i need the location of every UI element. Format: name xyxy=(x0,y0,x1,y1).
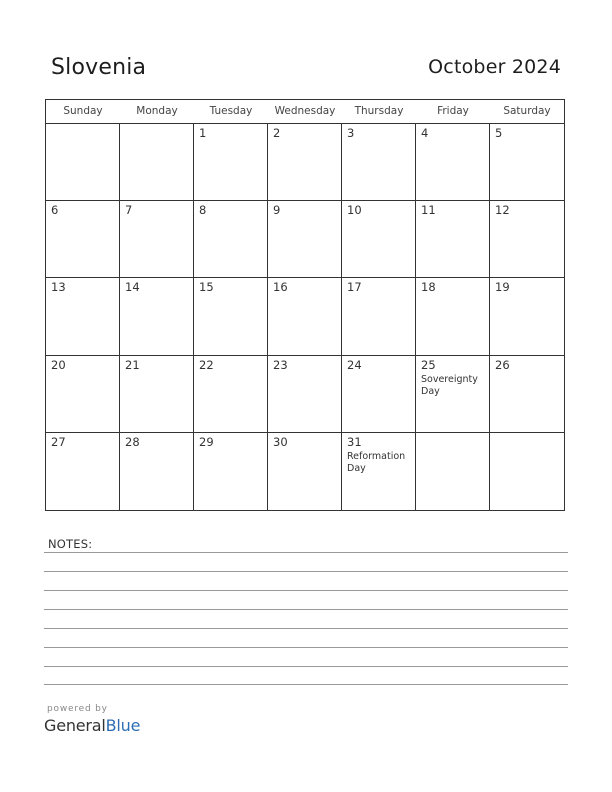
day-number: 3 xyxy=(347,126,355,140)
note-line xyxy=(44,666,568,667)
day-number: 30 xyxy=(273,434,288,449)
day-number: 21 xyxy=(125,357,140,372)
day-cell xyxy=(46,201,120,278)
day-cell xyxy=(490,278,564,355)
calendar-weeks xyxy=(46,124,564,510)
day-number: 25 xyxy=(421,357,436,372)
day-number: 1 xyxy=(199,126,207,140)
weekday-header-wednesday: Wednesday xyxy=(274,105,336,117)
day-cell xyxy=(120,433,194,510)
day-number: 22 xyxy=(199,357,214,372)
day-number: 12 xyxy=(495,203,510,218)
notes-label: NOTES: xyxy=(48,537,93,551)
day-cell xyxy=(416,433,490,510)
day-cell xyxy=(120,124,194,201)
weekday-header-friday: Friday xyxy=(437,105,469,117)
day-cell xyxy=(342,356,416,433)
note-line xyxy=(44,647,568,648)
day-cell xyxy=(46,356,120,433)
day-cell xyxy=(46,124,120,201)
day-cell xyxy=(46,278,120,355)
day-cell xyxy=(342,433,416,510)
day-cell xyxy=(342,278,416,355)
day-number: 14 xyxy=(125,280,140,295)
day-number: 17 xyxy=(347,280,362,295)
day-cell xyxy=(268,124,342,201)
day-cell xyxy=(120,356,194,433)
day-cell xyxy=(416,356,490,433)
brand-general-text: General xyxy=(44,716,106,735)
day-number: 13 xyxy=(51,280,66,295)
day-number: 11 xyxy=(421,203,436,218)
day-number: 9 xyxy=(273,203,281,218)
day-number: 27 xyxy=(51,434,66,449)
note-line xyxy=(44,684,568,685)
calendar-grid xyxy=(45,99,565,511)
day-number: 6 xyxy=(51,203,59,218)
day-cell xyxy=(194,433,268,510)
day-cell xyxy=(268,201,342,278)
day-cell xyxy=(268,278,342,355)
day-cell xyxy=(120,201,194,278)
day-cell xyxy=(268,433,342,510)
weekday-header-thursday: Thursday xyxy=(354,105,404,117)
day-number: 8 xyxy=(199,203,207,218)
day-number: 4 xyxy=(421,126,429,140)
day-cell xyxy=(490,201,564,278)
month-year-title: October 2024 xyxy=(428,56,561,78)
day-cell xyxy=(194,278,268,355)
note-line xyxy=(44,609,568,610)
day-cell xyxy=(268,356,342,433)
day-number: 10 xyxy=(347,203,362,218)
holiday-label: Sovereignty Day xyxy=(421,373,478,397)
day-cell xyxy=(416,278,490,355)
day-cell xyxy=(490,356,564,433)
day-cell xyxy=(194,124,268,201)
weekday-header-monday: Monday xyxy=(136,105,178,117)
day-number: 2 xyxy=(273,126,281,140)
powered-by-text: powered by xyxy=(47,704,108,714)
day-cell xyxy=(490,124,564,201)
note-line xyxy=(44,628,568,629)
day-number: 28 xyxy=(125,434,140,449)
weekday-header-saturday: Saturday xyxy=(503,105,551,117)
day-number: 5 xyxy=(495,126,503,140)
day-cell xyxy=(46,433,120,510)
day-cell xyxy=(490,433,564,510)
day-number: 15 xyxy=(199,280,214,295)
country-title: Slovenia xyxy=(51,55,147,80)
weekday-header-tuesday: Tuesday xyxy=(209,105,253,117)
day-cell xyxy=(342,124,416,201)
day-number: 29 xyxy=(199,434,214,449)
day-cell xyxy=(194,201,268,278)
weekday-header-row xyxy=(46,100,564,124)
day-number: 19 xyxy=(495,280,510,295)
brand-blue-text: Blue xyxy=(105,716,141,735)
note-line xyxy=(44,590,568,591)
weekday-header-sunday: Sunday xyxy=(63,105,103,117)
day-cell xyxy=(194,356,268,433)
day-cell xyxy=(342,201,416,278)
day-cell xyxy=(416,201,490,278)
day-number: 16 xyxy=(273,280,288,295)
note-line xyxy=(44,571,568,572)
day-cell xyxy=(120,278,194,355)
note-line xyxy=(44,552,568,553)
day-cell xyxy=(416,124,490,201)
day-number: 26 xyxy=(495,357,510,372)
holiday-label: Reformation Day xyxy=(347,450,406,474)
day-number: 24 xyxy=(347,357,362,372)
day-number: 7 xyxy=(125,203,133,218)
day-number: 20 xyxy=(51,357,66,372)
day-number: 23 xyxy=(273,357,288,372)
day-number: 18 xyxy=(421,280,436,295)
generalblue-logo xyxy=(44,716,140,735)
day-number: 31 xyxy=(347,434,362,449)
